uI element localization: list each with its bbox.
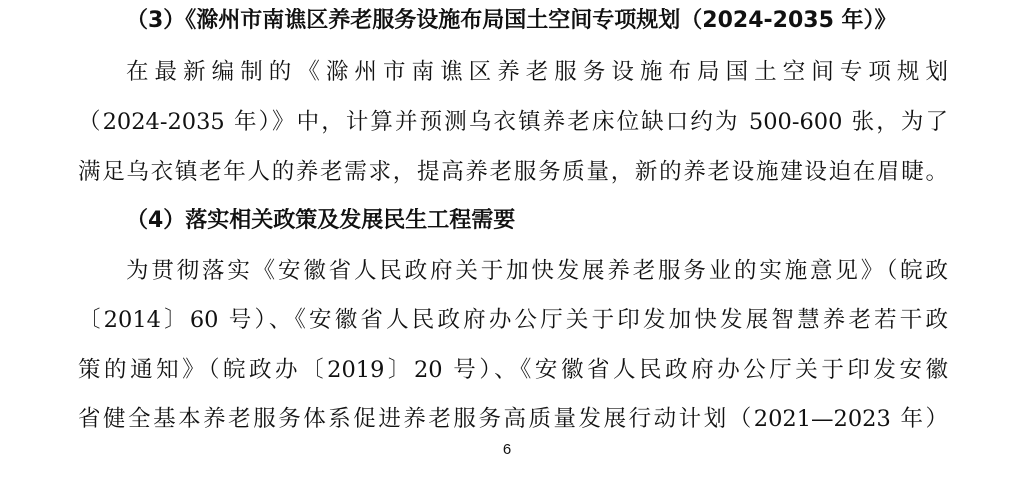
section-3-heading: （3）《滁州市南谯区养老服务设施布局国土空间专项规划（2024-2035 年）》 xyxy=(126,8,897,33)
section-3-paragraph-line-1: 在最新编制的《滁州市南谯区养老服务设施布局国土空间专项规划 xyxy=(126,59,948,85)
page-number: 6 xyxy=(502,441,512,458)
section-4-paragraph-line-4: 省健全基本养老服务体系促进养老服务高质量发展行动计划（2021—2023 年） xyxy=(78,406,948,432)
section-4-paragraph-line-1: 为贯彻落实《安徽省人民政府关于加快发展养老服务业的实施意见》（皖政 xyxy=(126,258,948,284)
section-4-paragraph-line-3: 策的通知》（皖政办〔2019〕20 号）、《安徽省人民政府办公厅关于印发安徽 xyxy=(78,357,948,383)
section-3-paragraph-line-3: 满足乌衣镇老年人的养老需求，提高养老服务质量，新的养老设施建设迫在眉睫。 xyxy=(78,159,948,185)
section-4-heading: （4）落实相关政策及发展民生工程需要 xyxy=(126,208,516,233)
section-4-paragraph-line-2: 〔2014〕60 号）、《安徽省人民政府办公厅关于印发加快发展智慧养老若干政 xyxy=(78,307,948,333)
section-3-paragraph-line-2: （2024-2035 年）》中，计算并预测乌衣镇养老床位缺口约为 500-600 张，为了 xyxy=(78,109,948,135)
